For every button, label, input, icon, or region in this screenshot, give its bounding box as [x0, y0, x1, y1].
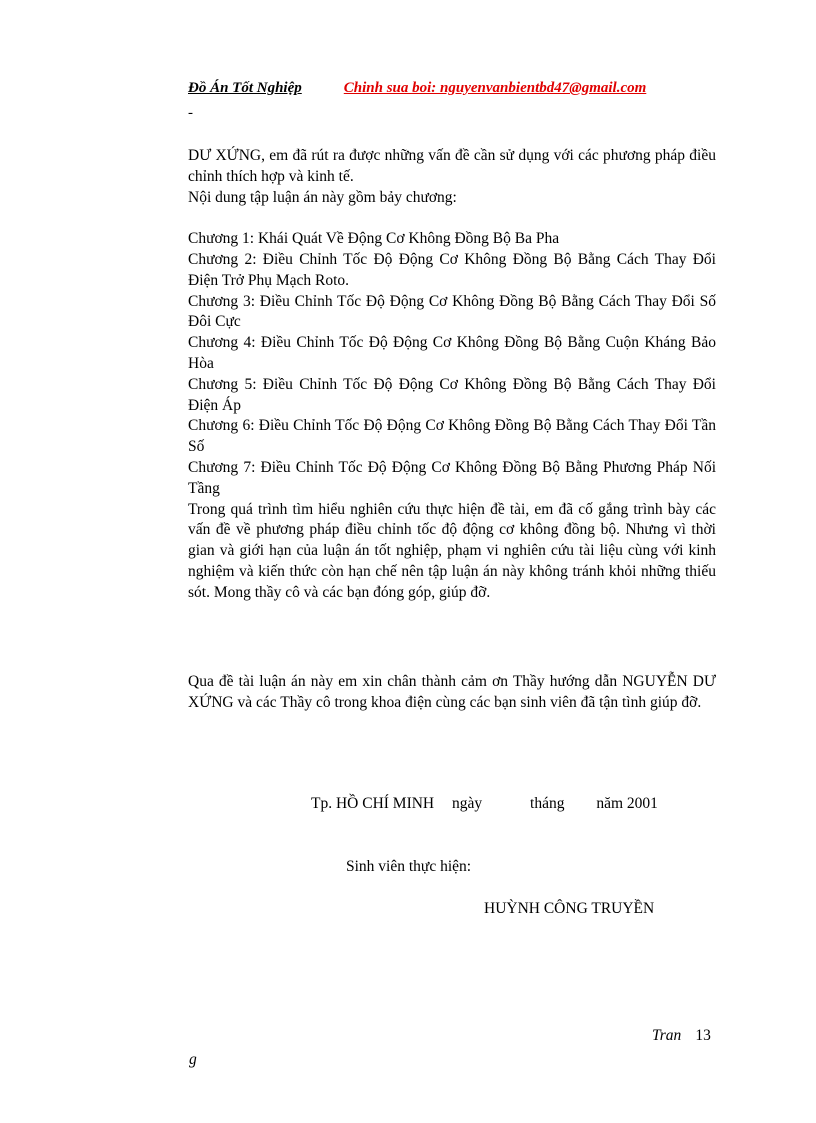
footer-word-tail: g [189, 1051, 197, 1068]
page-number: 13 [695, 1027, 711, 1044]
chapter-item: Chương 7: Điều Chỉnh Tốc Độ Động Cơ Không Đồng Bộ Bằng Phương Pháp Nối Tầng [188, 458, 716, 497]
student-name: HUỲNH CÔNG TRUYỀN [484, 900, 655, 917]
editor-email-link[interactable]: Chinh sua boi: nguyenvanbientbd47@gmail.com [343, 80, 647, 96]
page-footer [652, 1027, 711, 1045]
chapter-item: Chương 1: Khái Quát Về Động Cơ Không Đồng Bộ Ba Pha [188, 230, 560, 248]
document-title: Đồ Án Tốt Nghiệp [188, 80, 302, 96]
chapter-intro: Nội dung tập luận án này gồm bảy chương: [188, 188, 457, 206]
chapter-item: Chương 3: Điều Chỉnh Tốc Độ Động Cơ Không Đồng Bộ Bằng Cách Thay Đổi Số Đôi Cực [188, 292, 716, 331]
footer-word: Tran [652, 1027, 682, 1044]
chapter-item: Chương 6: Điều Chỉnh Tốc Độ Động Cơ Không Đồng Bộ Bằng Cách Thay Đổi Tần Số [188, 417, 716, 456]
closing-paragraph: Trong quá trình tìm hiểu nghiên cứu thực hiện đề tài, em đã cố gắng trình bày các vấn đề về phương pháp điều chỉnh tốc độ động cơ không đồng bộ. Nhưng vì thời gian và giới hạn của luận án tốt nghiệp, phạm vi nghiên cứu tài liệu cùng với kinh nghiệm và kiến thức còn hạn chế nên tập luận án này không tránh khỏi những thiếu sót. Mong thầy cô và các bạn đóng góp, giúp đỡ. [188, 500, 716, 601]
spacer [188, 208, 716, 229]
chapter-item: Chương 4: Điều Chỉnh Tốc Độ Động Cơ Không Đồng Bộ Bằng Cuộn Kháng Bảo Hòa [188, 334, 716, 372]
signature-role: Sinh viên thực hiện: [346, 858, 472, 875]
chapter-item: Chương 2: Điều Chỉnh Tốc Độ Động Cơ Không Đồng Bộ Bằng Cách Thay Đổi Điện Trở Phụ Mạch Roto. [188, 250, 716, 289]
month-label: tháng [530, 795, 565, 812]
main-text [188, 146, 716, 604]
city: Tp. HỒ CHÍ MINH [311, 795, 435, 812]
day-label: ngày [452, 795, 483, 812]
place-date-line [311, 795, 658, 813]
document-header [188, 80, 646, 97]
thanks-paragraph: Qua đề tài luận án này em xin chân thành cảm ơn Thầy hướng dẫn NGUYỄN DƯ XỨNG và các Thầy cô trong khoa điện cùng các bạn sinh viên đã tận tình giúp đỡ. [188, 673, 716, 711]
year-label: năm 2001 [596, 795, 658, 812]
header-dash: - [188, 105, 193, 121]
chapter-item: Chương 5: Điều Chỉnh Tốc Độ Động Cơ Không Đồng Bộ Bằng Cách Thay Đổi Điện Áp [188, 375, 716, 414]
intro-paragraph: DƯ XỨNG, em đã rút ra được những vấn đề cần sử dụng với các phương pháp điều chỉnh thích hợp và kinh tế. [188, 147, 716, 185]
